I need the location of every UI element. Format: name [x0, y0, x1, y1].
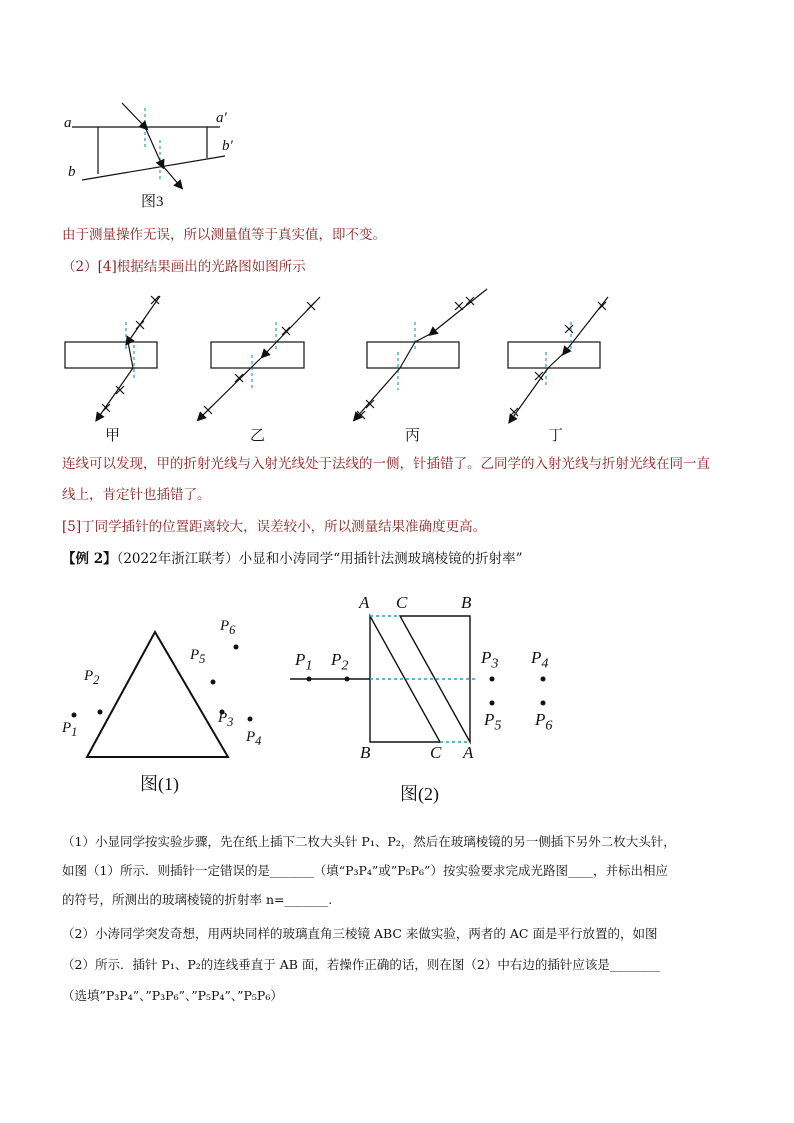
fig3-label-a-prime: a′ [216, 110, 227, 126]
fig3-label-b: b [68, 164, 76, 180]
fig3-label-b-prime: b′ [222, 138, 233, 154]
figure2-caption: 图(2) [400, 784, 439, 804]
fig2-vertex-a-top: A [359, 593, 370, 612]
diagram-jia [65, 296, 160, 418]
fig3-caption: 图3 [141, 194, 164, 210]
fig2-pin-p4: $P_4$ [531, 648, 549, 672]
fig2-vertex-b-top: B [461, 593, 472, 612]
diagram-yi [200, 297, 320, 418]
caption-jia: 甲 [105, 428, 121, 444]
diagram-bing [356, 289, 487, 419]
fig2-pin-p5: $P_5$ [484, 710, 502, 734]
question-1-line-2: 如图（1）所示．则插针一定错误的是_______（填“P₃P₄”或”P₅P₆”）按实验要求完成光路图____，并标出相应 [62, 863, 668, 878]
fig2-pin-p1: $P_1$ [295, 650, 313, 674]
fig2-vertex-b-bottom: B [360, 743, 371, 762]
fig2-pin-p2: $P_2$ [331, 650, 349, 674]
fig3-label-a: a [64, 115, 72, 131]
fig2-vertex-a-bottom: A [463, 743, 474, 762]
fig1-pin-p5: $P_5$ [190, 647, 206, 666]
fig2-pin-p6: $P_6$ [535, 710, 553, 734]
fig2-vertex-c-top: C [396, 593, 408, 612]
question-2-line-3: （选填”P₃P₄”、”P₃P₆”、”P₅P₄”、”P₅P₆） [62, 988, 283, 1003]
question-2-line-2: （2）所示．插针 P₁、P₂的连线垂直于 AB 面，若操作正确的话，则在图（2）中右边的插针应该是________ [62, 957, 660, 972]
figure1-triangle [87, 632, 228, 757]
example-2-source: （2022年浙江联考）小显和小涛同学“用插针法测玻璃棱镜的折射率” [116, 551, 523, 567]
fig2-pin-p3: $P_3$ [481, 648, 499, 672]
caption-ding: 丁 [548, 428, 564, 444]
paragraph-3: 连线可以发现，甲的折射光线与入射光线处于法线的一侧，针插错了。乙同学的入射光线与折射光线在同一直 [62, 456, 710, 472]
figure2-prisms [290, 616, 475, 742]
fig1-pin-p6: $P_6$ [220, 618, 236, 637]
caption-yi: 乙 [250, 428, 266, 444]
paragraph-1: 由于测量操作无误，所以测量值等于真实值，即不变。 [62, 227, 386, 243]
fig3-lines [72, 103, 225, 186]
fig2-vertex-c-bottom: C [430, 743, 442, 762]
figure2-pins [307, 677, 546, 706]
figure1-caption: 图(1) [140, 774, 179, 794]
diagram-ding [508, 297, 608, 420]
paragraph-2: （2）[4]根据结果画出的光路图如图所示 [62, 259, 306, 275]
paragraph-4: 线上，肯定针也插错了。 [62, 487, 211, 503]
fig1-pin-p1: $P_1$ [62, 720, 78, 739]
example-2-tag: 【例 2】 [62, 551, 117, 567]
paragraph-5: [5]丁同学插针的位置距离较大，误差较小，所以测量结果准确度更高。 [62, 519, 487, 535]
question-2-line-1: （2）小涛同学突发奇想，用两块同样的玻璃直角三棱镜 ABC 来做实验，两者的 AC 面是平行放置的，如图 [62, 926, 658, 941]
fig1-pin-p3: $P_3$ [218, 710, 234, 729]
question-1-line-1: （1）小显同学按实验步骤，先在纸上插下二枚大头针 P₁、P₂，然后在玻璃棱镜的另一侧插下另外二枚大头针， [62, 834, 676, 849]
fig1-pin-p4: $P_4$ [246, 729, 262, 748]
caption-bing: 丙 [405, 428, 421, 444]
example-2-heading [62, 549, 523, 569]
fig1-pin-p2: $P_2$ [84, 668, 100, 687]
question-1-line-3: 的符号，所测出的玻璃棱镜的折射率 n=_______. [62, 892, 333, 907]
